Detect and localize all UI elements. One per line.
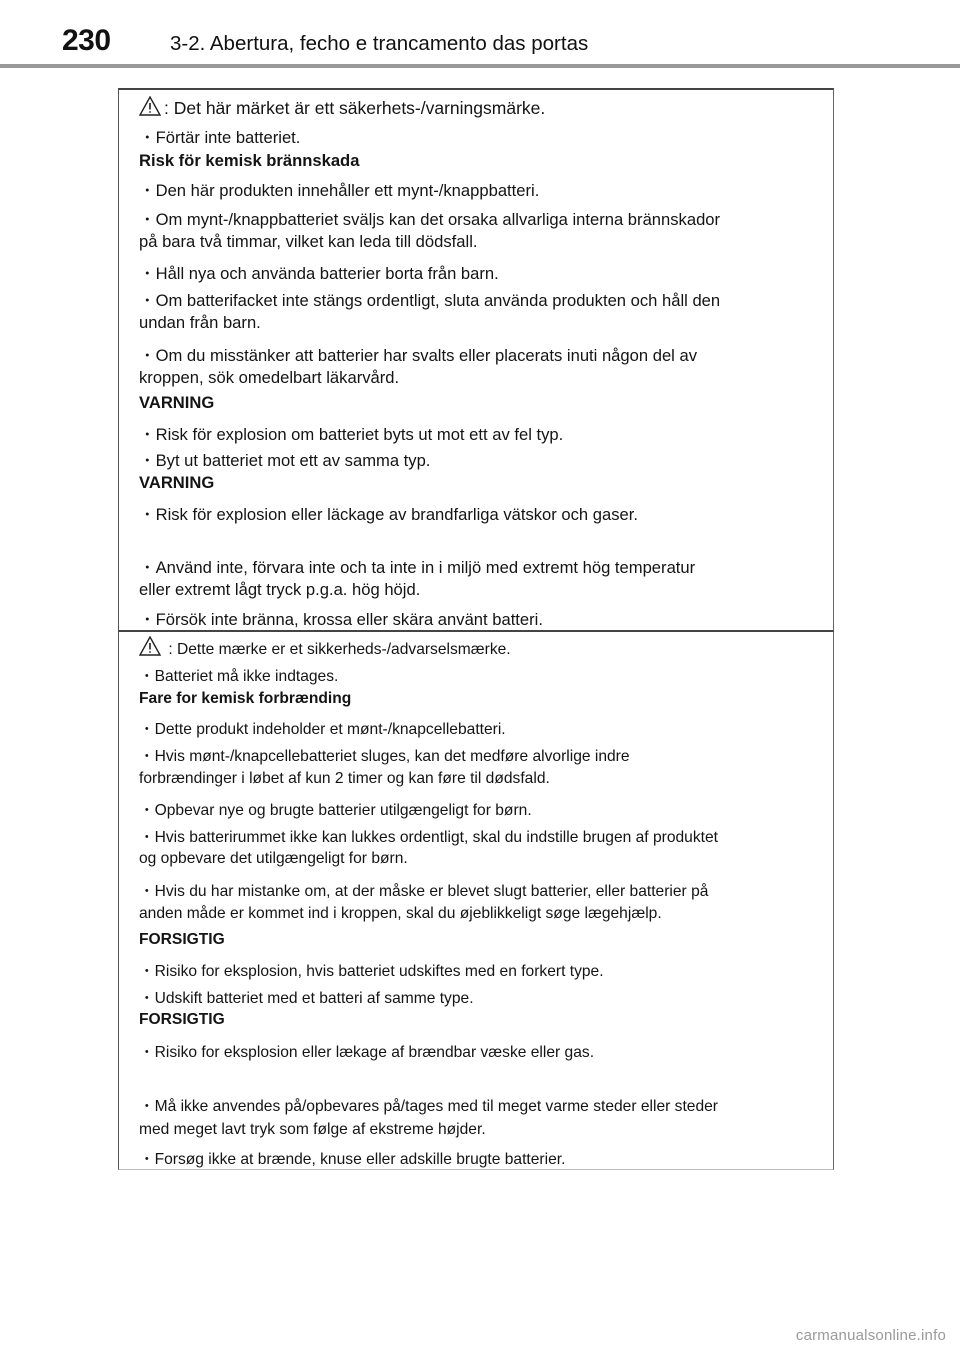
label-line (139, 636, 511, 659)
section-title: 3-2. Abertura, fecho e trancamento das portas (170, 32, 589, 55)
label-line: ・Om du misstänker att batterier har svalts eller placerats inuti någon del av (139, 346, 697, 365)
label-line: ・Forsøg ikke at brænde, knuse eller adskille brugte batterier. (139, 1151, 566, 1168)
label-line: ・Hvis mønt-/knapcellebatteriet sluges, kan det medføre alvorlige indre (139, 748, 630, 765)
label-line: ・Må ikke anvendes på/opbevares på/tages med til meget varme steder eller steder (139, 1098, 719, 1115)
label-line: ・Dette produkt indeholder et mønt-/knapcellebatteri. (139, 721, 506, 738)
label-line-text: : Dette mærke er et sikkerheds-/advarselsmærke. (164, 641, 511, 658)
label-line: ・Den här produkten innehåller ett mynt-/knappbatteri. (139, 181, 540, 200)
label-line: forbrændinger i løbet af kun 2 timer og kan føre til dødsfald. (139, 770, 550, 787)
label-heading: VARNING (139, 473, 215, 492)
label-line: ・Försök inte bränna, krossa eller skära använt batteri. (139, 610, 543, 629)
label-heading: VARNING (139, 393, 215, 412)
watermark[interactable]: carmanualsonline.info (795, 1327, 946, 1344)
label-line: med meget lavt tryk som følge af ekstreme højder. (139, 1121, 486, 1138)
label-line-text: : Det här märket är ett säkerhets-/varningsmärke. (164, 98, 546, 118)
label-line: ・Om mynt-/knappbatteriet sväljs kan det orsaka allvarliga interna brännskador (139, 210, 721, 229)
label-line: ・Risk för explosion eller läckage av brandfarliga vätskor och gaser. (139, 505, 638, 524)
label-line: ・Risiko for eksplosion eller lækage af brændbar væske eller gas. (139, 1044, 595, 1061)
label-heading: Fare for kemisk forbrænding (139, 690, 352, 707)
label-line: undan från barn. (139, 313, 261, 332)
label-line: ・Risiko for eksplosion, hvis batteriet udskiftes med en forkert type. (139, 963, 604, 980)
label-line: ・Använd inte, förvara inte och ta inte in i miljö med extremt hög temperatur (139, 558, 696, 577)
warning-label-danish (118, 632, 834, 1170)
label-line: ・Byt ut batteriet mot ett av samma typ. (139, 451, 431, 470)
label-line: på bara två timmar, vilket kan leda till dödsfall. (139, 232, 478, 251)
label-line: eller extremt lågt tryck p.g.a. hög höjd. (139, 580, 421, 599)
label-line: anden måde er kommet ind i kroppen, skal du øjeblikkeligt søge lægehjælp. (139, 905, 662, 922)
warning-triangle-icon (139, 636, 161, 656)
label-line: ・Håll nya och använda batterier borta från barn. (139, 264, 499, 283)
label-heading: FORSIGTIG (139, 931, 225, 948)
label-line: ・Hvis du har mistanke om, at der måske er blevet slugt batterier, eller batterier på (139, 883, 709, 900)
label-line: ・Opbevar nye og brugte batterier utilgængeligt for børn. (139, 802, 532, 819)
page-header (0, 0, 960, 70)
label-line: ・Batteriet må ikke indtages. (139, 668, 339, 685)
warning-triangle-icon (139, 96, 161, 116)
label-line (139, 96, 545, 119)
warning-label-swedish (118, 88, 834, 632)
label-line: kroppen, sök omedelbart läkarvård. (139, 368, 400, 387)
label-line: ・Om batterifacket inte stängs ordentligt, sluta använda produkten och håll den (139, 291, 721, 310)
label-line: ・Hvis batterirummet ikke kan lukkes ordentligt, skal du indstille brugen af produktet (139, 829, 718, 846)
page-number: 230 (62, 24, 111, 57)
label-heading: FORSIGTIG (139, 1011, 225, 1028)
label-line: ・Udskift batteriet med et batteri af samme type. (139, 990, 474, 1007)
label-heading: Risk för kemisk brännskada (139, 151, 360, 170)
label-line: ・Risk för explosion om batteriet byts ut mot ett av fel typ. (139, 425, 564, 444)
label-line: ・Förtär inte batteriet. (139, 128, 301, 147)
label-line: og opbevare det utilgængeligt for børn. (139, 850, 408, 867)
header-divider (0, 64, 960, 68)
